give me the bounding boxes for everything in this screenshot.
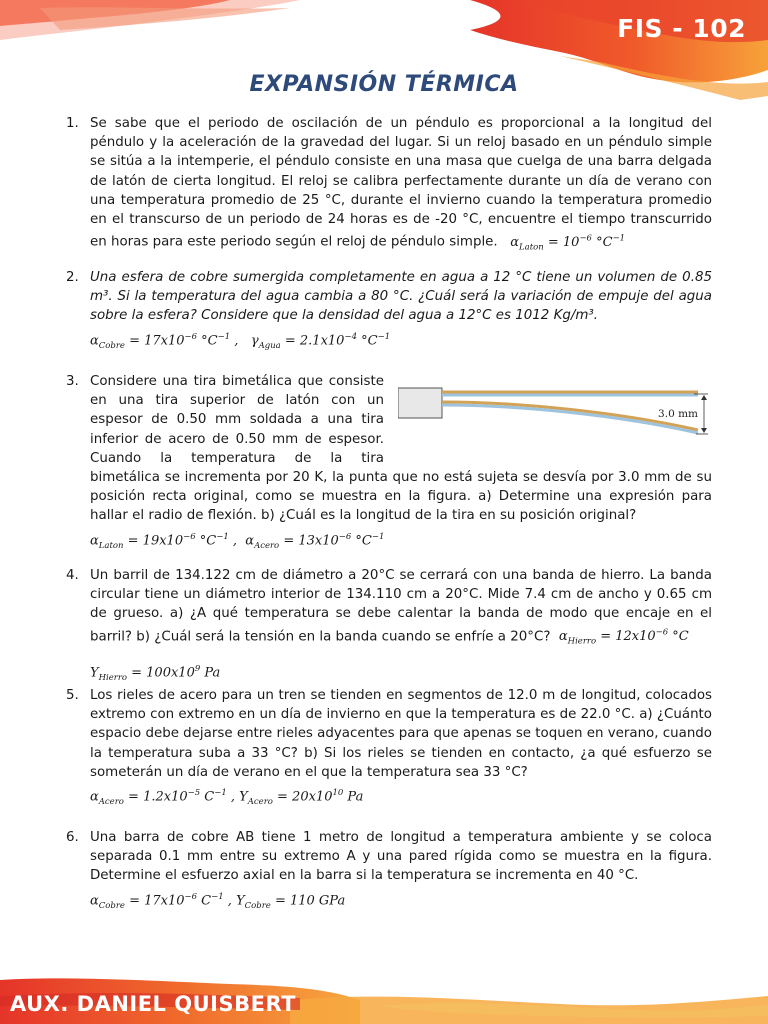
problem-formula: $\alpha_{Laton} = 19x10^{-6}$ $^\circ C^{-1}$ , $\alpha_{Acero} = 13x10^{-6}$ $^\circ C^{-1}$ <box>90 531 385 551</box>
problem-formula: $\alpha_{Hierro} = 12x10^{-6}$ °C <box>554 627 689 647</box>
problem-number: 2. <box>66 270 79 285</box>
problem-number: 5. <box>66 688 79 703</box>
bimetallic-strip-figure <box>398 384 718 450</box>
problem-text: Una barra de cobre AB tiene 1 metro de longitud a temperatura ambiente y se coloca separada 0.1 mm entre su extremo A y una pared rígida como se muestra en la figura. Determine el esfuerzo axial en la barra si la temperatura se incrementa en 40 °C. <box>90 830 712 884</box>
problem-formula: $\alpha_{Acero} = 1.2x10^{-5}$ $C^{-1}$ , $Y_{Acero} = 20x10^{10}$ Pa <box>90 788 364 807</box>
page-title: EXPANSIÓN TÉRMICA <box>249 72 519 97</box>
problem-1 <box>66 114 712 257</box>
problem-formula: $\alpha_{Laton} = 10^{-6}$ $^\circ C^{-1}$ <box>501 233 626 253</box>
problem-number: 1. <box>66 116 79 131</box>
problem-text: Una esfera de cobre sumergida completamente en agua a 12 °C tiene un volumen de 0.85 m³. Si la temperatura del agua cambia a 80 °C. ¿Cuál será la variación de empuje del agua sobre la esfera? Considere que la densidad del agua a 12°C es 1012 Kg/m³. <box>90 270 712 324</box>
problem-formula-2: $Y_{Hierro} = 100x10^9$ Pa <box>90 663 221 683</box>
problem-number: 3. <box>66 374 79 389</box>
course-badge: FIS - 102 <box>617 14 746 43</box>
clamp-block <box>398 388 442 418</box>
problem-number: 6. <box>66 830 79 845</box>
problem-text: Se sabe que el periodo de oscilación de un péndulo es proporcional a la longitud del péndulo y la aceleración de la gravedad del lugar. Si un reloj basado en un péndulo simple se sitúa a la intemperie, el péndulo consiste en una masa que cuelga de una barra delgada de latón de cierta longitud. El reloj se calibra perfectamente durante un día de verano con una temperatura promedio de 25 °C, durante el invierno cuando la temperatura promedio en el transcurso de un periodo de 24 horas es de -20 °C, encuentre el tiempo transcurrido en horas para este periodo según el reloj de péndulo simple. <box>90 116 712 250</box>
deflection-label: 3.0 mm <box>658 408 698 420</box>
problem-4 <box>66 566 712 688</box>
problem-6 <box>66 828 712 916</box>
problem-text: Los rieles de acero para un tren se tienden en segmentos de 12.0 m de longitud, colocados extremo con extremo en un día de invierno en que la temperatura es de 22.0 °C. a) ¿Cuánto espacio debe dejarse entre rieles adyacentes para que apenas se toquen en verano, cuando la temperatura suba a 33 °C? b) Si los rieles se tienden en contacto, ¿a qué esfuerzo se someterán un día de verano en el que la temperatura sea 33 °C? <box>90 688 712 780</box>
author-footer: AUX. DANIEL QUISBERT <box>10 992 296 1016</box>
problem-formula: $\alpha_{Cobre} = 17x10^{-6}$ $C^{-1}$ , $Y_{Cobre} = 110$ GPa <box>90 891 346 911</box>
problem-number: 4. <box>66 568 79 583</box>
problem-text: Considere una tira bimetálica que consiste en una tira superior de latón con un espesor de 0.50 mm soldada a una tira inferior de acero de 0.50 mm de espesor. Cuando la temperatura de la tira bimetálica se incrementa por 20 K, la punta que no está sujeta se desvía por 3.0 mm de su posición recta original, como se muestra en la figura. a) Determine una expresión para hallar el radio de flexión. b) ¿Cuál es la longitud de la tira en su posición original? <box>90 374 712 524</box>
problem-text: Un barril de 134.122 cm de diámetro a 20°C se cerrará con una banda de hierro. La banda circular tiene un diámetro interior de 134.110 cm a 20°C. Mide 7.4 cm de ancho y 0.65 cm de grueso. a) ¿A qué temperatura se debe calentar la banda de modo que encaje en el barril? b) ¿Cuál será la tensión en la banda cuando se enfríe a 20°C? <box>90 568 712 644</box>
problem-2 <box>66 268 712 356</box>
problem-formula: $\alpha_{Cobre} = 17x10^{-6}$ $^\circ C^{-1}$ , $\gamma_{Agua} = 2.1x10^{-4}$ $^\circ C^{-1}$ <box>90 331 391 351</box>
problem-5 <box>66 686 712 812</box>
